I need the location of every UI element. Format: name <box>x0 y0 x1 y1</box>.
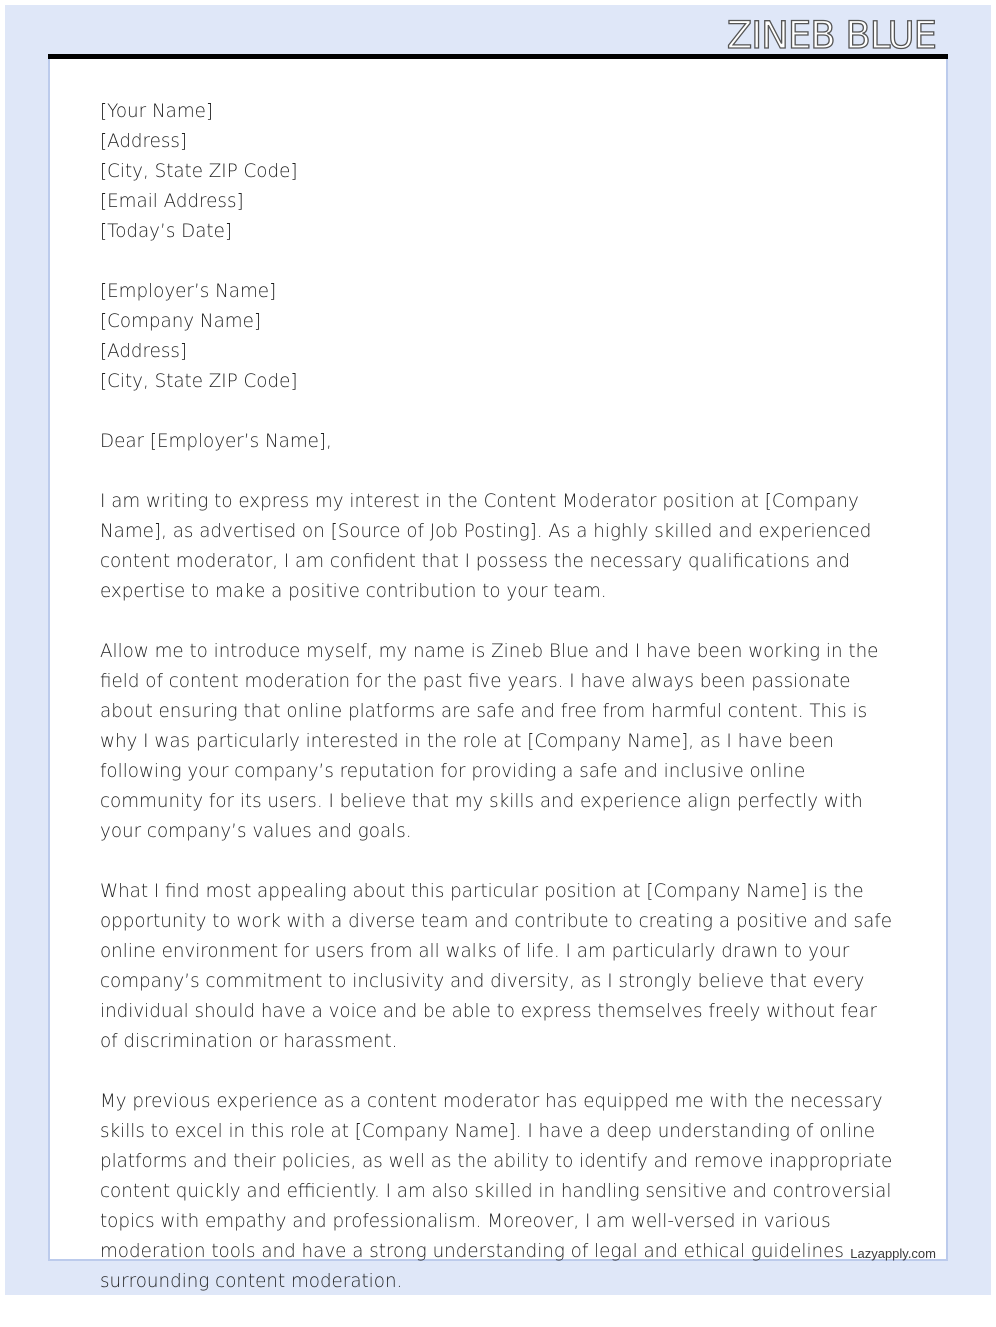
recipient-city-state-zip: [City, State ZIP Code] <box>100 371 298 392</box>
cover-letter-body <box>100 97 896 1327</box>
sender-city-state-zip: [City, State ZIP Code] <box>100 161 298 182</box>
body-paragraph-motivation: What I find most appealing about this particular position at [Company Name] is the opportunity to work with a diverse team and contribute to creating a positive and safe online environment for users from all walks of life. I am particularly drawn to your company’s commitment to inclusivity and diversity, as I strongly believe that every individual should have a voice and be able to express themselves freely without fear of discrimination or harassment. <box>100 881 892 1052</box>
recipient-address: [Address] <box>100 341 188 362</box>
spacer <box>100 247 896 277</box>
sender-name: [Your Name] <box>100 101 214 122</box>
body-paragraph-about: Allow me to introduce myself, my name is Zineb Blue and I have been working in the field of content moderation for the past five years. I have always been passionate about ensuring that online platforms are safe and free from harmful content. This is why I was particularly interested in the role at [Company Name], as I have been following your company’s reputation for providing a safe and inclusive online community for its users. I believe that my skills and experience align perfectly with your company’s values and goals. <box>100 641 879 842</box>
body-paragraph-experience: My previous experience as a content moderator has equipped me with the necessary skills to excel in this role at [Company Name]. I have a deep understanding of online platforms and their policies, as well as the ability to identify and remove inappropriate content quickly and efficiently. I am also skilled in handling sensitive and controversial topics with empathy and professionalism. Moreover, I am well-versed in various moderation tools and have a strong understanding of legal and ethical guidelines surrounding content moderation. <box>100 1091 893 1292</box>
sender-email: [Email Address] <box>100 191 244 212</box>
applicant-name-heading: ZINEB BLUE <box>726 14 936 57</box>
spacer <box>100 397 896 427</box>
sender-address: [Address] <box>100 131 188 152</box>
recipient-company-name: [Company Name] <box>100 311 261 332</box>
footer-credit: Lazyapply.com <box>850 1246 936 1261</box>
recipient-employer-name: [Employer’s Name] <box>100 281 277 302</box>
letter-date: [Today’s Date] <box>100 221 232 242</box>
salutation: Dear [Employer’s Name], <box>100 431 332 452</box>
recipient-block <box>100 277 896 397</box>
body-paragraph-intro: I am writing to express my interest in the Content Moderator position at [Company Name], as advertised on [Source of Job Posting]. As a highly skilled and experienced content moderator, I am confident that I possess the necessary qualifications and expertise to make a positive contribution to your team. <box>100 491 872 602</box>
sender-block <box>100 97 896 247</box>
